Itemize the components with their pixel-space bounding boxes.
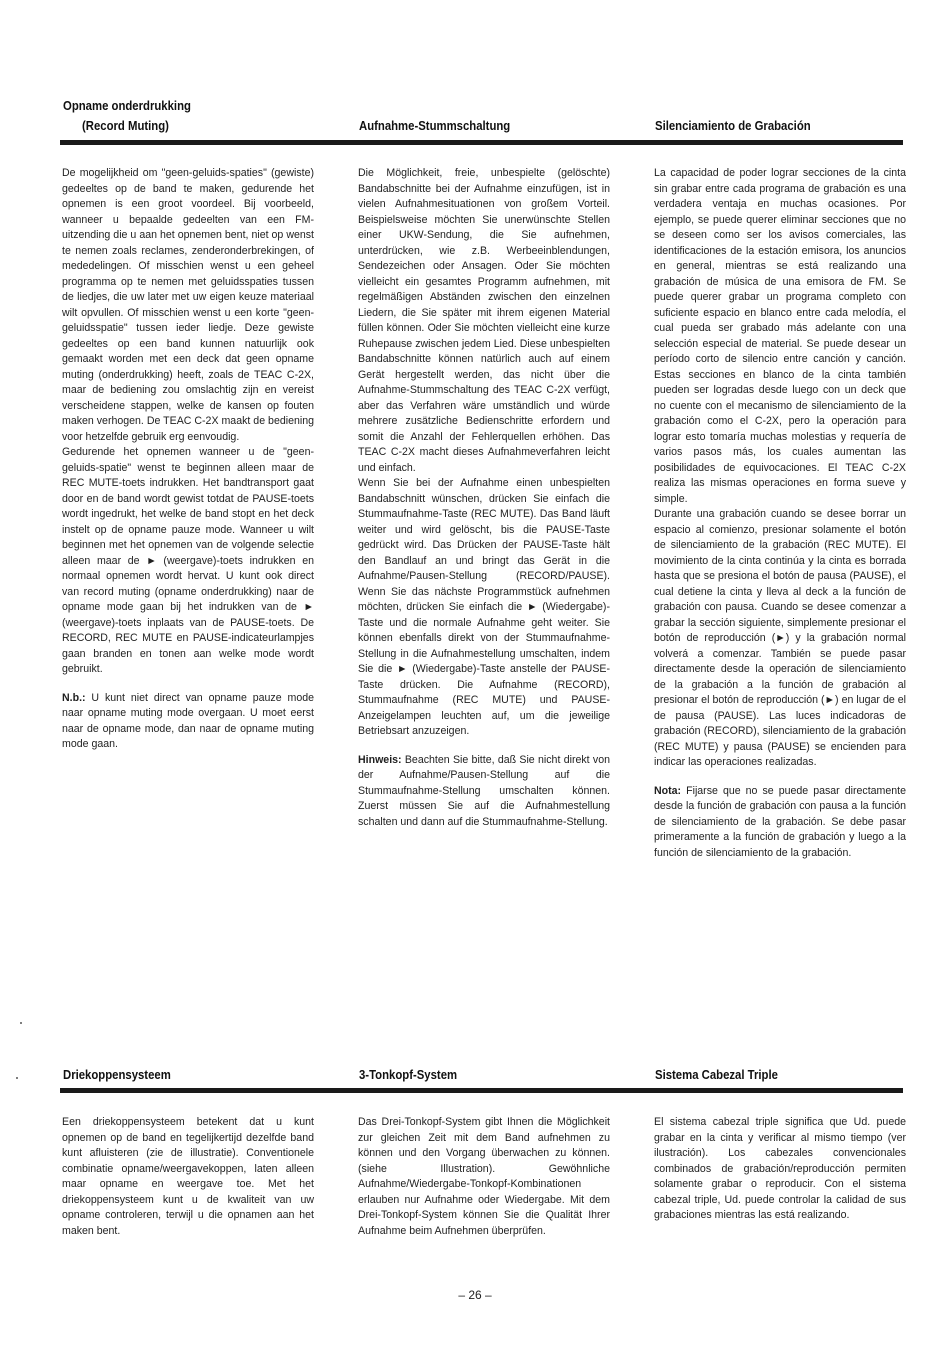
paragraph: Durante una grabación cuando se desee borrar un espacio al comienzo, presionar solamente el botón de silenciamiento de la grabación (REC MUTE). El movimiento de la cinta continúa y la cinta es borrada hasta que se presiona el botón de pausa (PAUSE), el cual detiene la cinta y lleva al deck a la función de grabación con pausa. Cuando se desee comenzar a grabar la sección siguiente, simplemente presionar el botón de reproducción (►) y la grabación normal volverá a comenzar. También se puede pasar directamente desde la operación de silenciamiento de la grabación a la función de grabación al presionar el botón de reproducción (►) en lugar de el de pausa (PAUSE). Las luces indicadoras de grabación (RECORD), silenciamiento de la grabación (REC MUTE) y pausa (PAUSE) se encienden para indicar las operaciones realizadas.	[654, 508, 906, 768]
column-nl-record-muting	[62, 166, 314, 753]
header-de-three-head: 3-Tonkopf-System	[359, 1067, 458, 1082]
header-es-record-muting: Silenciamiento de Grabación	[655, 118, 811, 133]
paragraph: Wenn Sie bei der Aufnahme einen unbespielten Bandabschnitt wünschen, drücken Sie einfach die Stummaufnahme-Taste (REC MUTE). Das Band läuft weiter und wird gelöscht, bis die PAUSE-Taste gedrückt wird. Das Drücken der PAUSE-Taste hält den Bandlauf an und bringt das Gerät in die Aufnahme/Pausen-Stellung (RECORD/PAUSE). Wenn Sie das nächste Programmstück aufnehmen möchten, drücken Sie einfach die ► (Wiedergabe)-Taste und die normale Aufnahme geht weiter. Sie können ebenfalls direkt von der Stummaufnahme-Stellung in die Aufnahmestellung umschalten, indem Sie die ► (Wiedergabe)-Taste anstelle der PAUSE-Taste drücken. Die Aufnahme (RECORD), Stummaufnahme (REC MUTE) und PAUSE-Anzeigelampen leuchten auf, um die jeweilige Betriebsart anzuzeigen.	[358, 477, 610, 737]
paragraph: Die Möglichkeit, freie, unbespielte (gelöschte) Bandabschnitte bei der Aufnahme einzufügen, ist in vielen Aufnahmesituationen von großem Vorteil. Beispielsweise möchten Sie unerwünschte Stellen einer UKW-Sendung, die Sie aufnehmen, unterdrücken, wie z.B. Werbeeinblendungen, Sendezeichen oder Ansagen. Oder Sie möchten vielleicht ein gesamtes Programm aufnehmen, mit regelmäßigen Abständen zwischen den einzelnen Liedern, die Sie später mit ihrem eigenen Material füllen können. Oder Sie möchten vielleicht eine kurze Ruhepause zwischen jedem Lied. Diese unbespielten Bandabschnitte können natürlich auch auf einem Gerät hergestellt werden, das nicht über die Aufnahme-Stummschaltung des TEAC C-2X verfügt, aber das Verfahren wäre umständlich und würde mehrere zusätzliche Bedienschritte erfordern und somit die Anzahl der Fehlerquellen erhöhen. Das TEAC C-2X macht dieses Aufnahmeverfahren leicht und einfach.	[358, 167, 610, 474]
header-nl-three-head: Driekoppensysteem	[63, 1067, 171, 1082]
note-paragraph	[62, 691, 314, 753]
note-label: Hinweis:	[358, 753, 402, 766]
paragraph: De mogelijkheid om "geen-geluids-spaties" (gewiste) gedeeltes op de band te maken, gedurende het opnemen is een groot voordeel. Bij voorbeeld, wanneer u bepaalde gedeelten van een FM-uitzending die u aan het opnemen bent, niet op wenst te nemen zoals reclames, zenderonderbrekingen, of mededelingen. Of misschien wenst u een geheel programma op te nemen met geluidsspaties tussen de liedjes, die uw later met uw eigen keuze materiaal wilt opvullen. Of misschien wenst u een korte "geen-geluidsspatie" tussen ieder liedje. Deze gewiste gedeeltes op een band kunnen natuurlijk ook gemaakt worden met een deck dat geen opname muting (onderdrukking) heeft, zoals de TEAC C-2X, maar de bediening zou omslachtig zijn en vereist verscheidene stappen, welke de kansen op fouten maken verhogen. De TEAC C-2X maakt de bediening voor hetzelfde gebruik erg eenvoudig.	[62, 167, 314, 443]
note-text: U kunt niet direct van opname pauze mode naar opname muting mode overgaan. U moet eerst naar de opname mode, dan naar de opname muting mode gaan.	[62, 691, 314, 750]
header-de-record-muting: Aufnahme-Stummschaltung	[359, 118, 511, 133]
note-paragraph	[654, 784, 906, 862]
header-nl-record-muting-line1: Opname onderdrukking	[63, 98, 191, 113]
paragraph: Das Drei-Tonkopf-System gibt Ihnen die Möglichkeit zur gleichen Zeit mit dem Band aufnehmen zu können und den Vorgang überwachen zu können. (siehe Illustration). Gewöhnliche Aufnahme/Wiedergabe-Tonkopf-Kombinationen erlauben nur Aufnahme oder Wiedergabe. Mit dem Drei-Tonkopf-System können Sie die Qualität Ihrer Aufnahme beim Aufnehmen überprüfen.	[358, 1116, 610, 1237]
scan-speck	[20, 1022, 22, 1024]
paragraph: Gedurende het opnemen wanneer u de "geen-geluids-spatie" wenst te beginnen alleen maar de REC MUTE-toets indrukken. Het bandtransport gaat door en de band wordt gewist totdat de PAUSE-toets wordt ingedrukt, het welke de band stopt en het deck instelt op de opname pauze mode. Wanneer u wilt beginnen met het opnemen van de volgende selectie alleen maar de ► (weergave)-toets indrukken en normaal opnemen wordt hervat. U kunt ook direct van record muting (opname onderdrukking) naar de opname mode gaan bij het indrukken van de ► (weergave)-toets inplaats van de PAUSE-toets. De RECORD, REC MUTE en PAUSE-indicateurlampjes gaan branden en tonen aan welke mode wordt gebruikt.	[62, 446, 314, 675]
header-es-three-head: Sistema Cabezal Triple	[655, 1067, 778, 1082]
column-de-three-head	[358, 1115, 610, 1239]
header-nl-record-muting-line2: (Record Muting)	[82, 118, 169, 133]
note-text: Fijarse que no se puede pasar directamente desde la función de grabación con pausa a la función de silenciamiento de la grabación. Se debe pasar primeramente a la función de grabación y luego a la función de silenciamiento de la grabación.	[654, 784, 906, 859]
paragraph: La capacidad de poder lograr secciones de la cinta sin grabar entre cada programa de grabación es una verdadera ventaja en muchas ocasiones. Por ejemplo, se puede querer eliminar secciones que no se deseen como ser los avisos comerciales, las identificaciones de la estación emisora, los anuncios en general, mientras se está realizando una grabación de música de una emisora de FM. Se puede querer grabar un programa completo con suficiente espacio en blanco entre cada melodía, el cual pueda ser grabado más adelante con una selección especial de material. Se puede desear un período corto de silencio entre canción y canción. Estas secciones en blanco de la cinta también pueden ser logradas desde luego con un deck que no cuente con el mecanismo de silenciamiento de la grabación como el C-2X, pero la operación para lograr esto tomaría muchas molestias y requería de varios pasos más, los cuales aumentan las posibilidades de equivocaciones. El TEAC C-2X realiza las mismas operaciones en forma sueve y simple.	[654, 167, 906, 505]
column-nl-three-head	[62, 1115, 314, 1239]
column-es-record-muting	[654, 166, 906, 861]
paragraph: Een driekoppensysteem betekent dat u kunt opnemen op de band en tegelijkertijd dezelfde band kunt afluisteren (zie de illustratie). Conventionele combinatie opname/weergavekoppen, laten alleen maar opname en weergave toe. Met het driekoppensysteem kunt u de kwaliteit van uw opname controleren, terwijl u die opnamen aan het maken bent.	[62, 1116, 314, 1237]
column-de-record-muting	[358, 166, 610, 830]
note-label: Nota:	[654, 784, 682, 797]
section-divider-rule	[60, 1088, 903, 1093]
scan-speck	[16, 1077, 18, 1079]
note-text: Beachten Sie bitte, daß Sie nicht direkt von der Aufnahme/Pausen-Stellung auf die Stummaufnahme-Stellung umschalten können. Zuerst müssen Sie auf die Aufnahmestellung schalten und dann auf die Stummaufnahme-Stellung.	[358, 753, 610, 828]
note-paragraph	[358, 753, 610, 831]
paragraph: El sistema cabezal triple significa que Ud. puede grabar en la cinta y verificar al mismo tiempo (ver ilustración). Los cabezales convencionales combinados de grabación/reproducción permiten solamente grabar o reproducir. Con el sistema cabezal triple, Ud. puede controlar la calidad de sus grabaciones mientras las está realizando.	[654, 1116, 906, 1221]
page-number: – 26 –	[458, 1288, 492, 1302]
section-divider-rule	[60, 140, 903, 145]
note-label: N.b.:	[62, 691, 86, 704]
column-es-three-head	[654, 1115, 906, 1224]
